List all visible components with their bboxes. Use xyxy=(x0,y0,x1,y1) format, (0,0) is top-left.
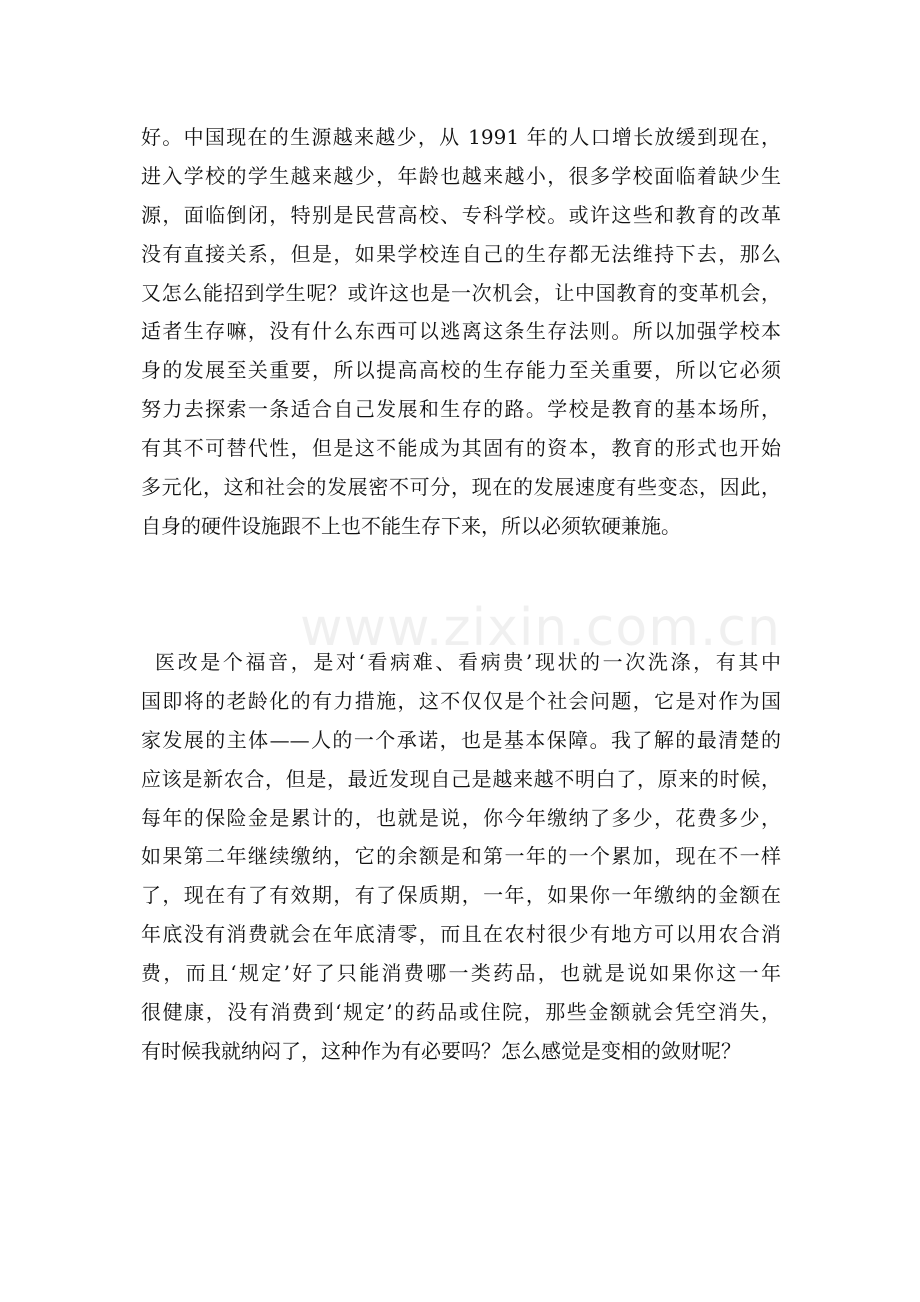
text-line: 国即将的老龄化的有力措施，这不仅仅是个社会问题，它是对作为国 xyxy=(141,688,781,713)
text-line: 进入学校的学生越来越少，年龄也越来越小，很多学校面临着缺少生 xyxy=(141,163,781,188)
text-line: 如果第二年继续缴纳，它的余额是和第一年的一个累加，现在不一样 xyxy=(141,844,781,869)
paragraph-1 xyxy=(141,118,781,546)
text-line: 年底没有消费就会在年底清零，而且在农村很少有地方可以用农合消 xyxy=(141,922,781,947)
text-line: 了，现在有了有效期，有了保质期，一年，如果你一年缴纳的金额在 xyxy=(141,883,781,908)
text-line: 每年的保险金是累计的，也就是说，你今年缴纳了多少，花费多少， xyxy=(141,805,781,830)
watermark: www.zixin.com.cn xyxy=(300,598,781,658)
text-line: 自身的硬件设施跟不上也不能生存下来，所以必须软硬兼施。 xyxy=(141,513,681,538)
text-line: 身的发展至关重要，所以提高高校的生存能力至关重要，所以它必须 xyxy=(141,358,781,383)
text-line: 没有直接关系，但是，如果学校连自己的生存都无法维持下去，那么 xyxy=(141,241,781,266)
text-line: 努力去探索一条适合自己发展和生存的路。学校是教育的基本场所， xyxy=(141,397,781,422)
text-line: 又怎么能招到学生呢？或许这也是一次机会，让中国教育的变革机会， xyxy=(141,280,781,305)
text-line: 费，而且‘规定’好了只能消费哪一类药品，也就是说如果你这一年 xyxy=(141,961,781,986)
text-line: 家发展的主体——人的一个承诺，也是基本保障。我了解的最清楚的 xyxy=(141,727,781,752)
text-line: 源，面临倒闭，特别是民营高校、专科学校。或许这些和教育的改革 xyxy=(141,202,781,227)
text-line: 适者生存嘛，没有什么东西可以逃离这条生存法则。所以加强学校本 xyxy=(141,319,781,344)
text-line: 有其不可替代性，但是这不能成为其固有的资本，教育的形式也开始 xyxy=(141,436,781,461)
text-line: 有时候我就纳闷了，这种作为有必要吗？怎么感觉是变相的敛财呢？ xyxy=(141,1038,741,1063)
text-line: 医改是个福音，是对‘看病难、看病贵’现状的一次洗涤，有其中 xyxy=(155,650,781,674)
text-line: 应该是新农合，但是，最近发现自己是越来越不明白了，原来的时候， xyxy=(141,766,781,791)
paragraph-2 xyxy=(141,643,781,1071)
text-line: 好。中国现在的生源越来越少，从 1991 年的人口增长放缓到现在， xyxy=(141,125,781,149)
text-line: 很健康，没有消费到‘规定’的药品或住院，那些金额就会凭空消失， xyxy=(141,1000,781,1025)
text-line: 多元化，这和社会的发展密不可分，现在的发展速度有些变态，因此， xyxy=(141,475,781,500)
